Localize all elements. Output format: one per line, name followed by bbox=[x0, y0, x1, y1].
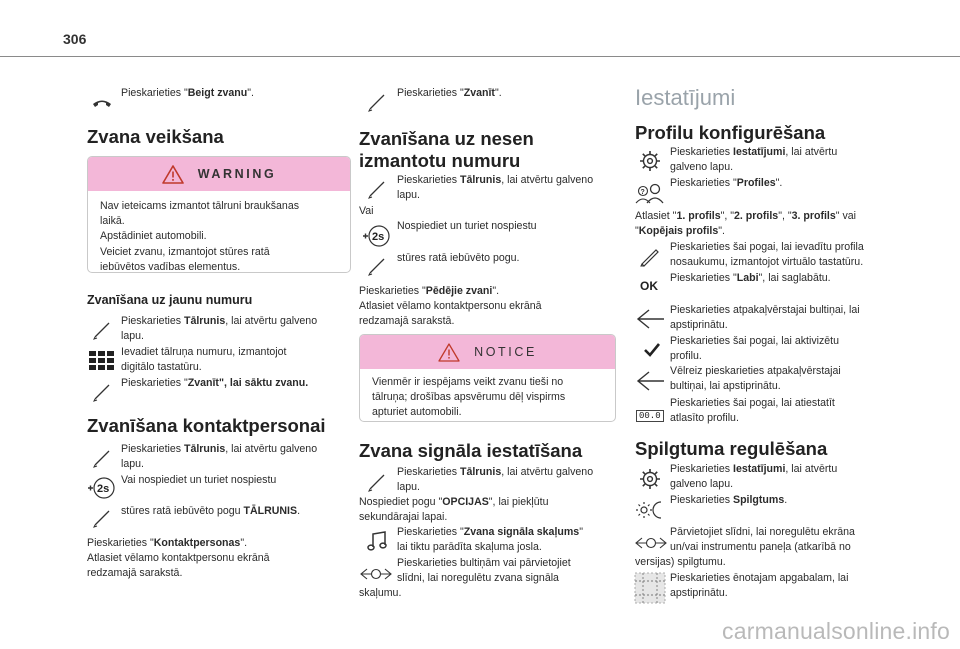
recent-step-4: Pieskarieties "Pēdējie zvani". bbox=[359, 285, 500, 297]
ring-step-2: Nospiediet pogu "OPCIJAS", lai piekļūtu bbox=[359, 496, 549, 508]
phone-pen-icon bbox=[363, 252, 391, 280]
brightness-step-2: Pieskarieties Spilgtums. bbox=[670, 494, 788, 506]
heading-profile-config: Profilu konfigurēšana bbox=[635, 122, 826, 143]
notice-line: tālruņa; drošības apsvērumu dēļ vispirms bbox=[372, 391, 566, 404]
warning-box bbox=[87, 156, 351, 273]
slider-arrows-icon bbox=[359, 560, 393, 588]
music-note-icon bbox=[363, 527, 391, 555]
contact-step-5: Atlasiet vēlamo kontaktpersonu ekrānā bbox=[87, 552, 270, 564]
recent-step-5: Atlasiet vēlamo kontaktpersonu ekrānā bbox=[359, 300, 542, 312]
contact-step-4: Pieskarieties "Kontaktpersonas". bbox=[87, 537, 248, 549]
phone-pen-icon bbox=[88, 444, 116, 472]
profile-step-9: Pieskarieties šai pogai, lai atiestatīt atlasīto profilu. bbox=[670, 397, 835, 425]
notice-line: Vienmēr ir iespējams veikt zvanu tieši no bbox=[372, 376, 564, 388]
notice-box bbox=[359, 334, 616, 422]
profile-step-7: Pieskarieties šai pogai, lai aktivizētu profilu. bbox=[670, 335, 839, 363]
heading-ringtone: Zvana signāla iestatīšana bbox=[359, 440, 583, 461]
brightness-sun-moon-icon bbox=[634, 496, 666, 524]
heading-recent-number bbox=[359, 128, 534, 172]
recent-step-1: Pieskarieties Tālrunis, lai atvērtu galveno lapu. bbox=[397, 174, 594, 202]
profile-step-2: Pieskarieties "Profiles". bbox=[670, 177, 783, 189]
svg-text:2s: 2s bbox=[97, 483, 110, 495]
ok-label: OK bbox=[640, 279, 658, 293]
warning-line: Apstādiniet automobili. bbox=[100, 230, 207, 243]
notice-triangle-icon bbox=[438, 343, 460, 362]
profile-step-5: Pieskarieties "Labi", lai saglabātu. bbox=[670, 272, 831, 284]
notice-body bbox=[360, 369, 615, 421]
warning-line: laikā. bbox=[100, 215, 125, 228]
shaded-area-icon bbox=[634, 572, 666, 604]
steering-button-2s-icon bbox=[86, 474, 118, 502]
steering-button-2s-icon bbox=[361, 222, 393, 250]
ring-step-3: sekundārajai lapai. bbox=[359, 511, 448, 523]
phone-pen-icon bbox=[363, 468, 391, 496]
page-number: 306 bbox=[63, 31, 87, 47]
profile-step-1: Pieskarieties Iestatījumi, lai atvērtu galveno lapu. bbox=[670, 146, 838, 174]
top-divider bbox=[0, 56, 960, 57]
recent-step-6: redzamajā sarakstā. bbox=[359, 315, 455, 327]
heading-new-number: Zvanīšana uz jaunu numuru bbox=[87, 293, 253, 307]
ring-step-6: skaļumu. bbox=[359, 587, 402, 599]
end-call-text: Pieskarieties "Beigt zvanu". bbox=[121, 87, 254, 99]
ring-step-5: Pieskarieties bultiņām vai pārvietojiet slīdni, lai noregulētu zvana signāla bbox=[397, 557, 571, 585]
contact-step-2: Vai nospiediet un turiet nospiestu bbox=[121, 474, 277, 486]
edit-pen-icon bbox=[636, 242, 664, 270]
profile-step-3: Atlasiet "1. profils", "2. profils", "3. profils" vai "Kopējais profils". bbox=[635, 210, 857, 238]
contact-step-1: Pieskarieties Tālrunis, lai atvērtu galveno lapu. bbox=[121, 443, 318, 471]
svg-text:?: ? bbox=[640, 189, 645, 196]
phone-pen-icon bbox=[88, 378, 116, 406]
notice-header bbox=[360, 335, 615, 369]
reset-code-label: 00.0 bbox=[636, 410, 664, 422]
notice-line: apturiet automobili. bbox=[372, 406, 462, 419]
warning-title: WARNING bbox=[197, 167, 277, 181]
ring-step-1: Pieskarieties Tālrunis, lai atvērtu galveno lapu. bbox=[397, 466, 594, 494]
watermark: carmanualsonline.info bbox=[722, 618, 950, 644]
heading-recent-line-2: izmantotu numuru bbox=[359, 150, 521, 171]
call-text: Pieskarieties "Zvanīt". bbox=[397, 87, 502, 99]
settings-gear-icon bbox=[636, 465, 664, 493]
ring-step-4: Pieskarieties "Zvana signāla skaļums" lai tiktu parādīta skaļuma josla. bbox=[397, 526, 583, 554]
slider-arrows-icon bbox=[634, 529, 668, 557]
profile-step-6: Pieskarieties atpakaļvērstajai bultiņai, lai apstiprinātu. bbox=[670, 304, 860, 332]
heading-brightness: Spilgtuma regulēšana bbox=[635, 438, 828, 459]
brightness-step-5: Pieskarieties ēnotajam apgabalam, lai apstiprinātu. bbox=[670, 572, 849, 600]
brightness-step-4: versijas) spilgtumu. bbox=[635, 556, 726, 568]
warning-triangle-icon bbox=[162, 165, 184, 184]
brightness-step-3: Pārvietojiet slīdni, lai noregulētu ekrāna un/vai instrumentu paneļa (atkarībā no bbox=[670, 526, 855, 554]
back-arrow-icon bbox=[635, 305, 665, 333]
phone-pen-icon bbox=[88, 316, 116, 344]
reset-code-icon bbox=[636, 405, 664, 423]
profile-step-8: Vēlreiz pieskarieties atpakaļvērstajai bultiņai, lai apstiprinātu. bbox=[670, 365, 841, 393]
new-number-step-2: Ievadiet tālruņa numuru, izmantojot digitālo tastatūru. bbox=[121, 346, 287, 374]
new-number-step-3: Pieskarieties "Zvanīt", lai sāktu zvanu. bbox=[121, 377, 309, 389]
recent-step-3: stūres ratā iebūvēto pogu. bbox=[397, 252, 520, 264]
heading-recent-line-1: Zvanīšana uz nesen bbox=[359, 128, 534, 149]
checkmark-icon bbox=[638, 336, 666, 364]
svg-text:2s: 2s bbox=[372, 231, 385, 243]
contact-step-6: redzamajā sarakstā. bbox=[87, 567, 183, 579]
phone-pen-icon bbox=[363, 175, 391, 203]
heading-settings: Iestatījumi bbox=[635, 85, 736, 110]
back-arrow-icon bbox=[635, 367, 665, 395]
contact-step-3: stūres ratā iebūvēto pogu TĀLRUNIS. bbox=[121, 505, 301, 517]
warning-line: Veiciet zvanu, izmantojot stūres ratā bbox=[100, 245, 270, 258]
brightness-step-1: Pieskarieties Iestatījumi, lai atvērtu galveno lapu. bbox=[670, 463, 838, 491]
heading-call-success: Zvana veikšana bbox=[87, 126, 224, 147]
end-call-icon bbox=[88, 88, 116, 116]
warning-body bbox=[88, 191, 350, 273]
profile-step-4: Pieskarieties šai pogai, lai ievadītu profila nosaukumu, izmantojot virtuālo tastatūru. bbox=[670, 241, 864, 269]
new-number-step-1: Pieskarieties Tālrunis, lai atvērtu galveno lapu. bbox=[121, 315, 318, 343]
recent-step-2: Nospiediet un turiet nospiestu bbox=[397, 220, 537, 232]
warning-header bbox=[88, 157, 350, 191]
recent-or: Vai bbox=[359, 205, 374, 217]
keypad-icon bbox=[88, 347, 116, 375]
profiles-icon bbox=[634, 179, 666, 207]
phone-pen-icon bbox=[363, 88, 391, 116]
warning-line: iebūvētos vadības elementus. bbox=[100, 260, 241, 273]
phone-pen-icon bbox=[88, 504, 116, 532]
notice-title: NOTICE bbox=[474, 345, 537, 359]
heading-call-contact: Zvanīšana kontaktpersonai bbox=[87, 415, 326, 436]
warning-line: Nav ieteicams izmantot tālruni braukšanas bbox=[100, 200, 300, 212]
settings-gear-icon bbox=[636, 147, 664, 175]
